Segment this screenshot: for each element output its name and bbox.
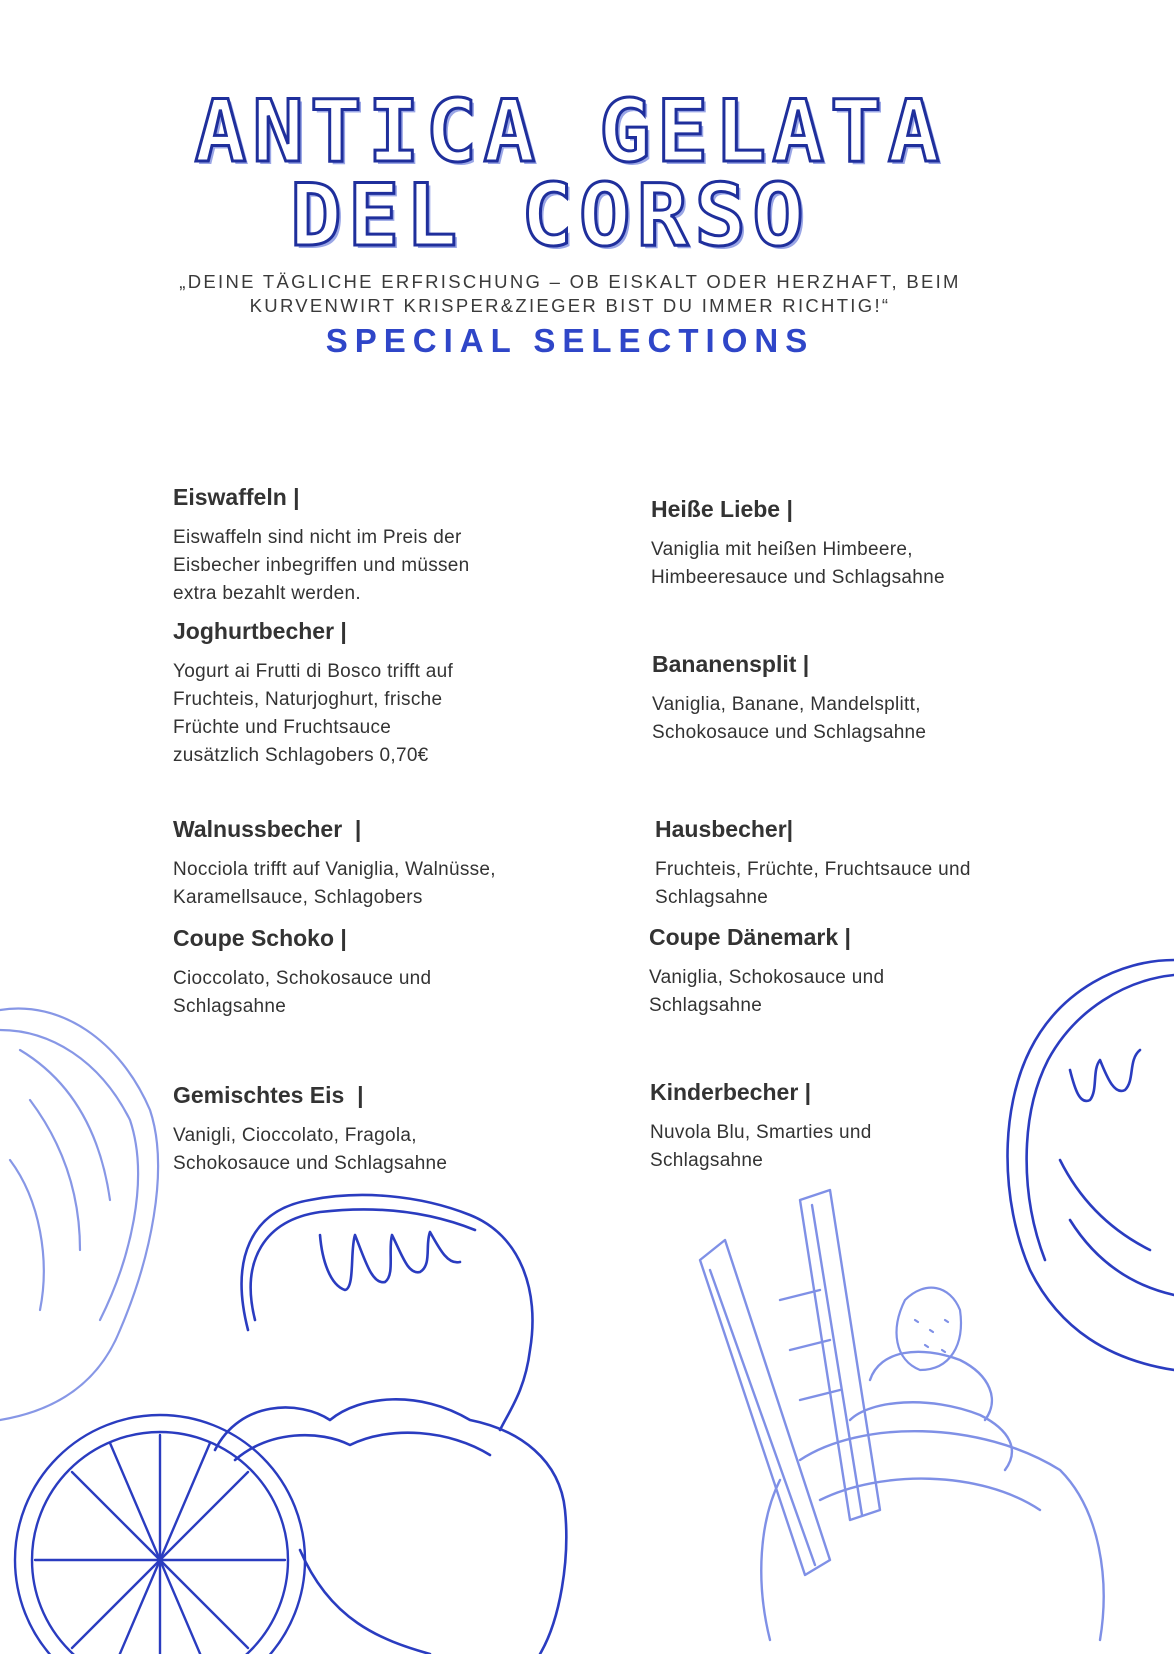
menu-item-gemischtes-eis [173, 1080, 543, 1178]
menu-item-name: Walnussbecher | [173, 816, 362, 842]
section-title: SPECIAL SELECTIONS [325, 322, 815, 359]
menu-item-description [652, 691, 1022, 747]
menu-item-coupe-daenemark [649, 922, 1019, 1020]
description-line: Vanigli, Cioccolato, Fragola, [173, 1125, 417, 1146]
menu-item-heisse-liebe [651, 494, 1021, 592]
menu-item-name: Hausbecher| [655, 816, 794, 842]
description-line: Karamellsauce, Schlagobers [173, 887, 423, 908]
menu-item-walnussbecher [173, 814, 573, 912]
description-line: Früchte und Fruchtsauce [173, 717, 392, 738]
description-line: Vaniglia, Schokosauce und [649, 967, 885, 988]
description-line: Cioccolato, Schokosauce und [173, 968, 432, 989]
menu-item-description [173, 965, 543, 1021]
menu-item-joghurtbecher [173, 616, 543, 770]
description-line: Yogurt ai Frutti di Bosco trifft auf [173, 661, 454, 682]
menu-item-name: Coupe Schoko | [173, 925, 347, 951]
restaurant-name-line1: ANTICA GELATA [194, 82, 946, 182]
menu-item-name: Joghurtbecher | [173, 618, 347, 644]
description-line: Nocciola trifft auf Vaniglia, Walnüsse, [173, 859, 496, 880]
menu-item-name: Kinderbecher | [650, 1079, 812, 1105]
menu-item-description [173, 524, 543, 608]
menu-item-kinderbecher [650, 1077, 1020, 1175]
description-line: Vaniglia mit heißen Himbeere, [651, 539, 913, 560]
tagline-line1: „DEINE TÄGLICHE ERFRISCHUNG – OB EISKALT ODER HERZHAFT, BEIM [179, 271, 961, 292]
wafer-roll-icon [700, 1190, 880, 1575]
menu-item-description [655, 856, 1055, 912]
strawberry-icon [897, 1288, 961, 1370]
menu-item-description [649, 964, 1019, 1020]
tagline-line2: KURVENWIRT KRISPER&ZIEGER BIST DU IMMER RICHTIG!“ [249, 295, 891, 316]
left-scoop-icon [0, 1008, 158, 1420]
menu-item-description [651, 536, 1021, 592]
menu-item-description [650, 1119, 1020, 1175]
menu-item-name: Coupe Dänemark | [649, 924, 851, 950]
description-line: Schokosauce und Schlagsahne [652, 722, 927, 743]
menu-item-description [173, 1122, 543, 1178]
menu-item-name: Bananensplit | [652, 651, 810, 677]
menu-item-coupe-schoko [173, 923, 543, 1021]
description-line: Fruchteis, Früchte, Fruchtsauce und [655, 859, 971, 880]
menu-item-hausbecher [655, 814, 1055, 912]
description-line: Eisbecher inbegriffen und müssen [173, 555, 470, 576]
right-scoop-icon [1008, 960, 1174, 1370]
menu-item-description [173, 658, 543, 770]
tagline-quote [150, 270, 990, 318]
description-line: Vaniglia, Banane, Mandelsplitt, [652, 694, 921, 715]
menu-item-bananensplit [652, 649, 1022, 747]
description-line: Nuvola Blu, Smarties und [650, 1122, 872, 1143]
menu-item-name: Gemischtes Eis | [173, 1082, 364, 1108]
description-line: Fruchteis, Naturjoghurt, frische [173, 689, 443, 710]
description-line: Schlagsahne [650, 1150, 764, 1171]
menu-item-name: Eiswaffeln | [173, 484, 300, 510]
menu-item-name: Heiße Liebe | [651, 496, 793, 522]
description-line: Himbeeresauce und Schlagsahne [651, 567, 945, 588]
menu-item-eiswaffeln [173, 482, 543, 608]
description-line: extra bezahlt werden. [173, 583, 361, 604]
menu-item-description [173, 856, 573, 912]
description-line: Eiswaffeln sind nicht im Preis der [173, 527, 462, 548]
restaurant-name-line2: DEL CORSO [290, 166, 810, 266]
description-line: Schokosauce und Schlagsahne [173, 1153, 448, 1174]
center-scoop-icon [215, 1195, 566, 1654]
description-line: Schlagsahne [173, 996, 287, 1017]
description-line: Schlagsahne [649, 995, 763, 1016]
right-cup-icon [761, 1352, 1103, 1640]
description-line: zusätzlich Schlagobers 0,70€ [173, 745, 429, 766]
description-line: Schlagsahne [655, 887, 769, 908]
lemon-slice-icon [15, 1415, 305, 1654]
